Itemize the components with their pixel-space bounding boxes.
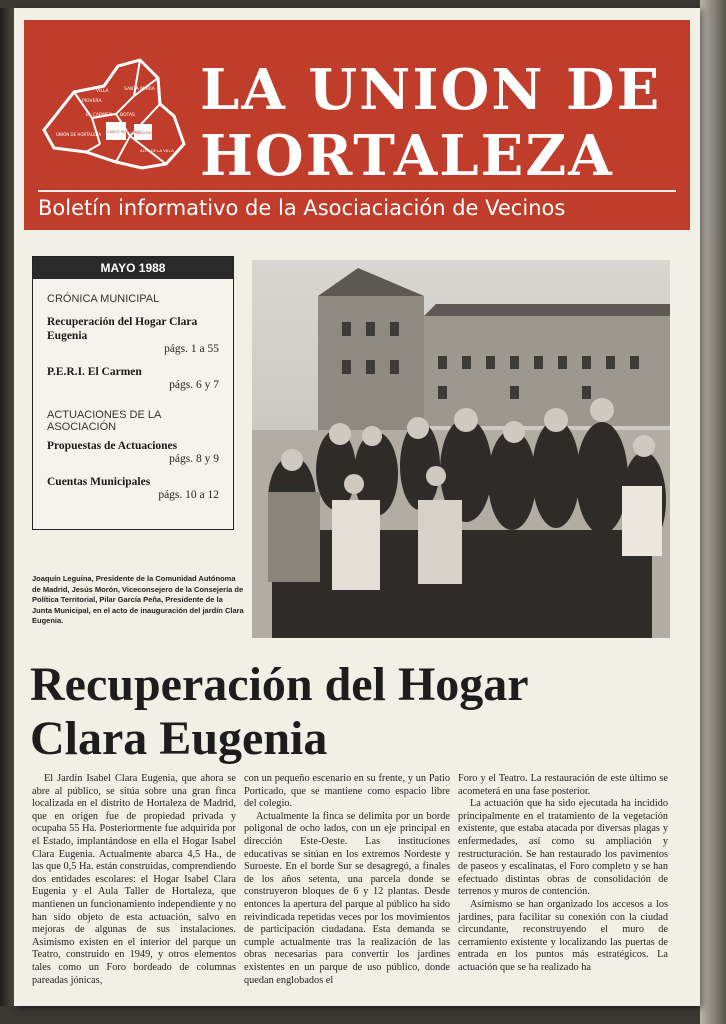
headline-line2: Clara Eugenia [30,712,328,765]
article-column-2 [244,773,450,987]
paragraph: con un pequeño escenario en su frente, y un Patio Porticado, que se mantiene como espacio libre del colegio. [244,773,450,810]
article-column-1 [32,773,236,987]
article-column-3 [458,773,668,975]
map-label: PIOVERA [82,99,102,104]
toc-pages: págs. 1 a 55 [164,343,219,355]
masthead-divider [38,190,676,192]
district-map-logo [34,52,194,172]
toc-section-cronica: CRÓNICA MUNICIPAL [47,293,160,305]
masthead-title-line2: HORTALEZA [200,123,614,189]
toc-item: Recuperación del Hogar Clara Eugenia [47,316,198,342]
toc-item: Cuentas Municipales [47,476,151,488]
toc-item: P.E.R.I. El Carmen [47,366,142,378]
map-label: VILLA ROSA [135,131,157,135]
paragraph: La actuación que ha sido ejecutada ha incidido principalmente en el tratamiento de la vegetación existente, que estaba atacada por diversas plagas y enfermedades, así como su ampliación y restructuración. Se han restaurado los pavimentos de paseos y escalinatas, el Foro completo y se han efectuado distintas obras de consolidación de terrenos y muros de contención. [458,798,668,898]
toc-pages: págs. 6 y 7 [169,379,219,391]
paragraph: Actualmente la finca se delimita por un borde poligonal de ocho lados, con un eje principal en dirección Este-Oeste. Las instituciones educativas se sitúan en los extremos Nordeste y Suroeste. En el borde Sur se desagregó, a finales de los años setenta, una parcela donde se construyeron bloques de 6 y 12 plantas. Desde entonces la apertura del parque al público ha sido reivindicada repetidas veces por los movimientos de participación ciudadana. Esta demanda se cumple actualmente tras la realización de las obras necesarias para convertir los jardines existentes en un parque de uso público, donde quedan englobados el [244,810,450,986]
masthead-title-line1: LA UNION DE [200,57,662,123]
headline-line1: Recuperación del Hogar [30,658,529,711]
toc-item: Propuestas de Actuaciones [47,440,178,452]
masthead [24,20,690,230]
toc-section-actuaciones: ACTUACIONES DE LA ASOCIACIÓN [47,409,161,433]
paragraph: Foro y el Teatro. La restauración de este último se acometerá en una fase posterior. [458,773,668,797]
table-of-contents [32,256,234,530]
issue-date: MAYO 1988 [33,257,233,279]
page-edge [700,0,726,1024]
photo-caption: Joaquín Leguina, Presidente de la Comunidad Autónoma de Madrid, Jesús Morón, Viceconsejero de la Consejería de Política Territorial, Pilar García Peña, Presidente de la Junta Municipal, en el acto de inauguración del jardín Clara Eugenia. [32,574,244,626]
map-label: VILLA [96,89,109,94]
map-label: ALTO DE LA VILLA [140,148,174,153]
article-headline [30,658,680,766]
map-label: BOTAS [120,113,135,118]
map-label: SANTA MARIA [124,87,155,92]
map-label: EL CARMEN [86,113,113,118]
map-label: CASCO HISTÓRICO [107,130,141,134]
newsletter-page [14,8,700,1006]
paragraph: Asimismo se han organizado los accesos a los jardines, para facilitar su conexión con la ciudad circundante, reconstruyendo el muro de cerramiento existente y localizando las puertas de entrada en los puntos más estratégicos. La actuación que se ha realizado ha [458,898,668,973]
masthead-subtitle: Boletín informativo de la Asociaciación de Vecinos [38,196,566,220]
map-label: UNIÓN DE HORTALEZA [56,132,102,137]
toc-pages: págs. 8 y 9 [169,453,219,465]
inauguration-photo [252,260,670,638]
toc-pages: págs. 10 a 12 [158,489,219,501]
paragraph: El Jardín Isabel Clara Eugenia, que ahora se abre al público, se sitúa sobre una gran finca localizada en el distrito de Hortaleza de Madrid, que en origen fue de propiedad privada y ocupaba 55 Ha. Posteriormente fue adquirida por el Estado, implantándose en ella el Hogar Isabel Clara Eugenia. Actualmente abarca 4,5 Ha., de las que 0,5 Ha. están construidas, comprendiendo dos entidades escolares: el Hogar Isabel Clara Eugenia y el Aula Taller de Hortaleza, que mantienen un funcionamiento independiente y no han sido objeto de esta actuación, salvo en mejoras de algunas de sus instalaciones. Asimismo existen en el interior del parque un Teatro, construido en 1949, y otros elementos tales como un Foro bordeado de columnas pareadas jónicas, [32,773,236,986]
